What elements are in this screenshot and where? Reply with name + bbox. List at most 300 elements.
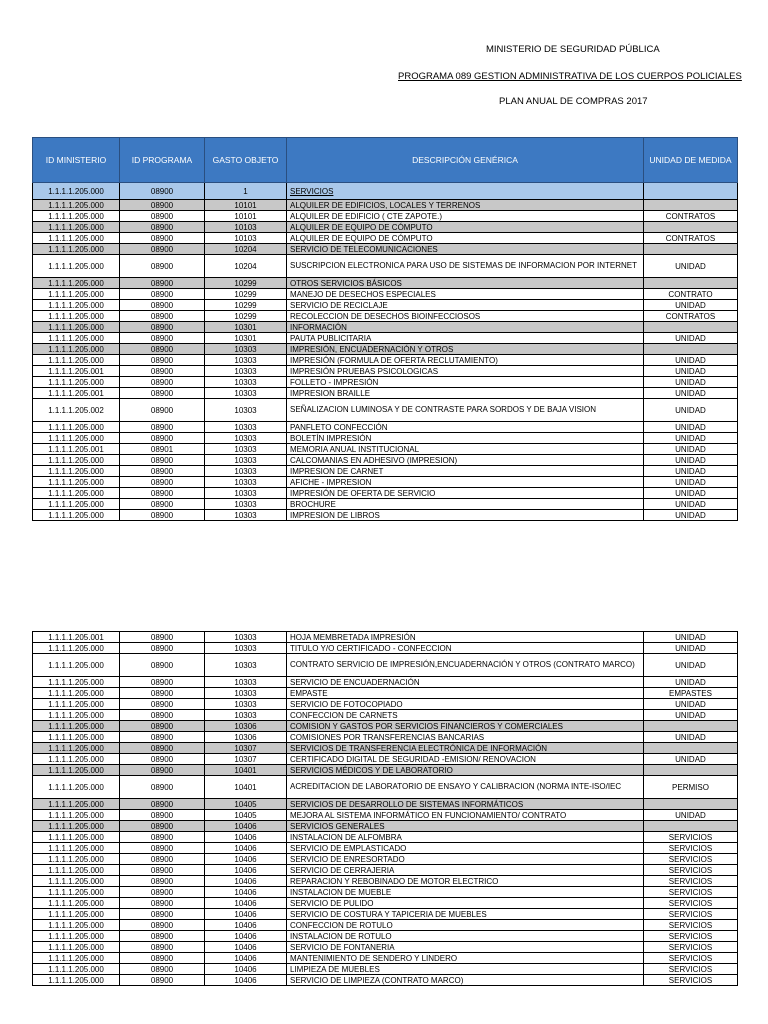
table-row xyxy=(33,898,738,909)
cell-id-ministerio: 1.1.1.1.205.000 xyxy=(33,721,120,732)
cell-descripcion: SERVICIO DE LIMPIEZA (CONTRATO MARCO) xyxy=(287,975,644,986)
table-row xyxy=(33,643,738,654)
cell-gasto-objeto: 10303 xyxy=(205,699,287,710)
table-body-bottom xyxy=(33,632,738,986)
cell-descripcion: PAUTA PUBLICITARIA xyxy=(287,333,644,344)
cell-gasto-objeto: 10101 xyxy=(205,200,287,211)
cell-id-programa: 08900 xyxy=(120,699,205,710)
cell-descripcion: MANEJO DE DESECHOS ESPECIALES xyxy=(287,289,644,300)
cell-id-ministerio: 1.1.1.1.205.000 xyxy=(33,810,120,821)
cell-unidad-medida: UNIDAD xyxy=(644,510,738,521)
col-header-unidad-medida: UNIDAD DE MEDIDA xyxy=(644,138,738,183)
cell-gasto-objeto: 10406 xyxy=(205,920,287,931)
cell-unidad-medida: UNIDAD xyxy=(644,444,738,455)
cell-id-programa: 08900 xyxy=(120,233,205,244)
cell-descripcion: SERVICIO DE FOTOCOPIADO xyxy=(287,699,644,710)
cell-unidad-medida: UNIDAD xyxy=(644,754,738,765)
cell-descripcion: SERVICIO DE PULIDO xyxy=(287,898,644,909)
cell-unidad-medida: SERVICIOS xyxy=(644,865,738,876)
table-row xyxy=(33,433,738,444)
cell-id-ministerio: 1.1.1.1.205.002 xyxy=(33,399,120,422)
cell-id-programa: 08900 xyxy=(120,510,205,521)
cell-descripcion: CERTIFICADO DIGITAL DE SEGURIDAD -EMISION/ RENOVACION xyxy=(287,754,644,765)
cell-descripcion: SERVICIO DE FONTANERIA xyxy=(287,942,644,953)
table-row xyxy=(33,876,738,887)
cell-unidad-medida: UNIDAD xyxy=(644,355,738,366)
cell-id-ministerio: 1.1.1.1.205.000 xyxy=(33,211,120,222)
cell-gasto-objeto: 10303 xyxy=(205,355,287,366)
cell-id-ministerio: 1.1.1.1.205.000 xyxy=(33,355,120,366)
cell-id-programa: 08900 xyxy=(120,887,205,898)
table-row xyxy=(33,909,738,920)
cell-id-programa: 08900 xyxy=(120,377,205,388)
cell-unidad-medida: UNIDAD xyxy=(644,455,738,466)
cell-gasto-objeto: 10406 xyxy=(205,843,287,854)
cell-id-programa: 08900 xyxy=(120,743,205,754)
cell-descripcion: INSTALACION DE MUEBLE xyxy=(287,887,644,898)
cell-gasto-objeto: 10299 xyxy=(205,311,287,322)
cell-id-ministerio: 1.1.1.1.205.000 xyxy=(33,843,120,854)
cell-id-programa: 08900 xyxy=(120,322,205,333)
col-header-id-programa: ID PROGRAMA xyxy=(120,138,205,183)
cell-gasto-objeto: 10303 xyxy=(205,654,287,677)
cell-id-programa: 08900 xyxy=(120,366,205,377)
cell-id-programa: 08900 xyxy=(120,710,205,721)
cell-id-programa: 08900 xyxy=(120,920,205,931)
cell-gasto-objeto: 10303 xyxy=(205,499,287,510)
cell-unidad-medida: UNIDAD xyxy=(644,677,738,688)
cell-id-ministerio: 1.1.1.1.205.000 xyxy=(33,510,120,521)
cell-id-programa: 08900 xyxy=(120,222,205,233)
cell-id-programa: 08900 xyxy=(120,732,205,743)
cell-descripcion: IMPRESIÓN DE OFERTA DE SERVICIO xyxy=(287,488,644,499)
table-row xyxy=(33,211,738,222)
cell-descripcion: SERVICIOS xyxy=(287,183,644,200)
cell-gasto-objeto: 10406 xyxy=(205,865,287,876)
table-row xyxy=(33,466,738,477)
cell-gasto-objeto: 10303 xyxy=(205,510,287,521)
cell-id-programa: 08900 xyxy=(120,244,205,255)
cell-id-ministerio: 1.1.1.1.205.000 xyxy=(33,909,120,920)
cell-gasto-objeto: 10299 xyxy=(205,289,287,300)
cell-id-programa: 08900 xyxy=(120,399,205,422)
table-row xyxy=(33,776,738,799)
cell-id-ministerio: 1.1.1.1.205.000 xyxy=(33,931,120,942)
cell-id-ministerio: 1.1.1.1.205.000 xyxy=(33,654,120,677)
cell-gasto-objeto: 10401 xyxy=(205,776,287,799)
cell-unidad-medida: SERVICIOS xyxy=(644,898,738,909)
cell-descripcion: TITULO Y/O CERTIFICADO - CONFECCION xyxy=(287,643,644,654)
cell-id-ministerio: 1.1.1.1.205.000 xyxy=(33,942,120,953)
cell-unidad-medida: UNIDAD xyxy=(644,255,738,278)
cell-gasto-objeto: 10401 xyxy=(205,765,287,776)
cell-gasto-objeto: 10301 xyxy=(205,322,287,333)
ministry-title: MINISTERIO DE SEGURIDAD PÚBLICA xyxy=(486,44,660,55)
table-row xyxy=(33,278,738,289)
cell-descripcion: SUSCRIPCION ELECTRONICA PARA USO DE SISTEMAS DE INFORMACION POR INTERNET xyxy=(287,255,644,278)
table-row xyxy=(33,810,738,821)
cell-unidad-medida xyxy=(644,322,738,333)
cell-unidad-medida xyxy=(644,183,738,200)
cell-id-programa: 08900 xyxy=(120,388,205,399)
cell-gasto-objeto: 10303 xyxy=(205,477,287,488)
cell-id-programa: 08900 xyxy=(120,466,205,477)
cell-id-programa: 08900 xyxy=(120,422,205,433)
table-row xyxy=(33,377,738,388)
cell-gasto-objeto: 10306 xyxy=(205,732,287,743)
cell-unidad-medida: UNIDAD xyxy=(644,433,738,444)
table-row xyxy=(33,233,738,244)
cell-id-programa: 08900 xyxy=(120,455,205,466)
table-row xyxy=(33,333,738,344)
cell-id-ministerio: 1.1.1.1.205.000 xyxy=(33,832,120,843)
cell-descripcion: COMISIONES POR TRANSFERENCIAS BANCARIAS xyxy=(287,732,644,743)
table-row xyxy=(33,322,738,333)
cell-id-ministerio: 1.1.1.1.205.000 xyxy=(33,975,120,986)
cell-gasto-objeto: 10103 xyxy=(205,233,287,244)
cell-unidad-medida xyxy=(644,765,738,776)
cell-id-programa: 08900 xyxy=(120,964,205,975)
cell-id-programa: 08900 xyxy=(120,211,205,222)
cell-gasto-objeto: 10299 xyxy=(205,300,287,311)
cell-unidad-medida: UNIDAD xyxy=(644,477,738,488)
purchase-table-bottom xyxy=(32,631,738,986)
cell-id-ministerio: 1.1.1.1.205.000 xyxy=(33,300,120,311)
table-row xyxy=(33,843,738,854)
cell-unidad-medida xyxy=(644,344,738,355)
cell-unidad-medida: UNIDAD xyxy=(644,333,738,344)
cell-descripcion: INFORMACIÓN xyxy=(287,322,644,333)
cell-descripcion: SERVICIOS DE TRANSFERENCIA ELECTRÓNICA DE INFORMACIÓN xyxy=(287,743,644,754)
cell-gasto-objeto: 10405 xyxy=(205,799,287,810)
cell-id-programa: 08900 xyxy=(120,854,205,865)
table-row xyxy=(33,920,738,931)
cell-id-ministerio: 1.1.1.1.205.000 xyxy=(33,422,120,433)
cell-unidad-medida: UNIDAD xyxy=(644,632,738,643)
cell-descripcion: COMISION Y GASTOS POR SERVICIOS FINANCIEROS Y COMERCIALES xyxy=(287,721,644,732)
cell-descripcion: ACREDITACION DE LABORATORIO DE ENSAYO Y CALIBRACION (NORMA INTE-ISO/IEC xyxy=(287,776,644,799)
cell-id-programa: 08900 xyxy=(120,799,205,810)
cell-gasto-objeto: 10303 xyxy=(205,377,287,388)
cell-id-ministerio: 1.1.1.1.205.000 xyxy=(33,499,120,510)
cell-gasto-objeto: 10303 xyxy=(205,366,287,377)
cell-unidad-medida: UNIDAD xyxy=(644,399,738,422)
cell-unidad-medida: PERMISO xyxy=(644,776,738,799)
cell-id-programa: 08900 xyxy=(120,754,205,765)
cell-id-programa: 08900 xyxy=(120,909,205,920)
cell-id-ministerio: 1.1.1.1.205.000 xyxy=(33,333,120,344)
cell-unidad-medida: UNIDAD xyxy=(644,466,738,477)
cell-id-programa: 08900 xyxy=(120,942,205,953)
cell-id-ministerio: 1.1.1.1.205.000 xyxy=(33,311,120,322)
cell-gasto-objeto: 10303 xyxy=(205,455,287,466)
cell-id-programa: 08900 xyxy=(120,688,205,699)
table-row xyxy=(33,183,738,200)
cell-id-programa: 08900 xyxy=(120,255,205,278)
cell-gasto-objeto: 10303 xyxy=(205,388,287,399)
cell-id-ministerio: 1.1.1.1.205.000 xyxy=(33,688,120,699)
cell-id-programa: 08900 xyxy=(120,876,205,887)
cell-gasto-objeto: 10101 xyxy=(205,211,287,222)
table-row xyxy=(33,200,738,211)
cell-descripcion: SERVICIO DE ENRESORTADO xyxy=(287,854,644,865)
table-row xyxy=(33,832,738,843)
cell-unidad-medida: UNIDAD xyxy=(644,300,738,311)
cell-unidad-medida: CONTRATOS xyxy=(644,233,738,244)
cell-descripcion: IMPRESIÓN (FORMULA DE OFERTA RECLUTAMIENTO) xyxy=(287,355,644,366)
cell-id-ministerio: 1.1.1.1.205.000 xyxy=(33,920,120,931)
cell-id-ministerio: 1.1.1.1.205.000 xyxy=(33,377,120,388)
cell-descripcion: IMPRESIÓN PRUEBAS PSICOLOGICAS xyxy=(287,366,644,377)
cell-id-ministerio: 1.1.1.1.205.000 xyxy=(33,488,120,499)
cell-gasto-objeto: 10406 xyxy=(205,876,287,887)
cell-id-ministerio: 1.1.1.1.205.000 xyxy=(33,183,120,200)
cell-id-programa: 08900 xyxy=(120,488,205,499)
cell-id-ministerio: 1.1.1.1.205.000 xyxy=(33,964,120,975)
table-row xyxy=(33,488,738,499)
cell-gasto-objeto: 10306 xyxy=(205,721,287,732)
cell-descripcion: BOLETÍN IMPRESIÓN xyxy=(287,433,644,444)
cell-descripcion: MEJORA AL SISTEMA INFORMÁTICO EN FUNCIONAMIENTO/ CONTRATO xyxy=(287,810,644,821)
cell-gasto-objeto: 10406 xyxy=(205,898,287,909)
cell-id-programa: 08900 xyxy=(120,333,205,344)
cell-gasto-objeto: 10299 xyxy=(205,278,287,289)
table-row xyxy=(33,444,738,455)
table-row xyxy=(33,754,738,765)
cell-descripcion: INSTALACION DE ROTULO xyxy=(287,931,644,942)
cell-id-ministerio: 1.1.1.1.205.000 xyxy=(33,876,120,887)
table-row xyxy=(33,887,738,898)
cell-id-ministerio: 1.1.1.1.205.000 xyxy=(33,887,120,898)
cell-gasto-objeto: 10303 xyxy=(205,677,287,688)
cell-descripcion: EMPASTE xyxy=(287,688,644,699)
table-body-top xyxy=(33,183,738,521)
cell-gasto-objeto: 10303 xyxy=(205,688,287,699)
table-row xyxy=(33,799,738,810)
table-row xyxy=(33,499,738,510)
cell-unidad-medida xyxy=(644,244,738,255)
table-row xyxy=(33,699,738,710)
cell-unidad-medida: SERVICIOS xyxy=(644,942,738,953)
cell-unidad-medida: SERVICIOS xyxy=(644,975,738,986)
table-row xyxy=(33,632,738,643)
cell-gasto-objeto: 10303 xyxy=(205,632,287,643)
cell-gasto-objeto: 10406 xyxy=(205,964,287,975)
cell-id-ministerio: 1.1.1.1.205.000 xyxy=(33,953,120,964)
cell-id-ministerio: 1.1.1.1.205.001 xyxy=(33,444,120,455)
cell-descripcion: SERVICIO DE CERRAJERIA xyxy=(287,865,644,876)
cell-id-programa: 08900 xyxy=(120,865,205,876)
cell-id-ministerio: 1.1.1.1.205.000 xyxy=(33,765,120,776)
cell-gasto-objeto: 10204 xyxy=(205,255,287,278)
table-row xyxy=(33,244,738,255)
table-row xyxy=(33,865,738,876)
cell-descripcion: AFICHE - IMPRESION xyxy=(287,477,644,488)
cell-unidad-medida: UNIDAD xyxy=(644,422,738,433)
table-row xyxy=(33,821,738,832)
col-header-descripcion: DESCRIPCIÓN GENÉRICA xyxy=(287,138,644,183)
cell-unidad-medida: CONTRATOS xyxy=(644,311,738,322)
table-header-row xyxy=(33,138,738,183)
cell-unidad-medida: UNIDAD xyxy=(644,488,738,499)
col-header-gasto-objeto: GASTO OBJETO xyxy=(205,138,287,183)
cell-unidad-medida xyxy=(644,821,738,832)
cell-descripcion: IMPRESION BRAILLE xyxy=(287,388,644,399)
cell-id-ministerio: 1.1.1.1.205.000 xyxy=(33,710,120,721)
cell-id-programa: 08900 xyxy=(120,810,205,821)
cell-unidad-medida: SERVICIOS xyxy=(644,887,738,898)
cell-id-programa: 08900 xyxy=(120,721,205,732)
cell-id-ministerio: 1.1.1.1.205.001 xyxy=(33,366,120,377)
cell-id-ministerio: 1.1.1.1.205.000 xyxy=(33,732,120,743)
cell-descripcion: SERVICIOS DE DESARROLLO DE SISTEMAS INFORMÁTICOS xyxy=(287,799,644,810)
cell-descripcion: OTROS SERVICIOS BÁSICOS xyxy=(287,278,644,289)
cell-unidad-medida: SERVICIOS xyxy=(644,843,738,854)
cell-descripcion: SERVICIO DE TELECOMUNICACIONES xyxy=(287,244,644,255)
cell-descripcion: ALQUILER DE EQUIPO DE CÓMPUTO xyxy=(287,233,644,244)
cell-id-ministerio: 1.1.1.1.205.000 xyxy=(33,821,120,832)
cell-id-ministerio: 1.1.1.1.205.000 xyxy=(33,776,120,799)
table-row xyxy=(33,654,738,677)
cell-gasto-objeto: 10303 xyxy=(205,444,287,455)
cell-gasto-objeto: 10303 xyxy=(205,399,287,422)
cell-descripcion: CONTRATO SERVICIO DE IMPRESIÓN,ENCUADERNACIÓN Y OTROS (CONTRATO MARCO) xyxy=(287,654,644,677)
cell-gasto-objeto: 10406 xyxy=(205,887,287,898)
table-row xyxy=(33,366,738,377)
cell-id-programa: 08900 xyxy=(120,477,205,488)
cell-id-programa: 08900 xyxy=(120,433,205,444)
cell-id-programa: 08900 xyxy=(120,953,205,964)
table-row xyxy=(33,710,738,721)
table-row xyxy=(33,399,738,422)
cell-id-ministerio: 1.1.1.1.205.000 xyxy=(33,289,120,300)
table-row xyxy=(33,688,738,699)
cell-unidad-medida: UNIDAD xyxy=(644,710,738,721)
cell-gasto-objeto: 10406 xyxy=(205,821,287,832)
cell-id-programa: 08900 xyxy=(120,898,205,909)
cell-unidad-medida: CONTRATO xyxy=(644,289,738,300)
purchase-table-top xyxy=(32,137,738,521)
cell-id-programa: 08900 xyxy=(120,355,205,366)
table-row xyxy=(33,455,738,466)
cell-descripcion: FOLLETO - IMPRESIÓN xyxy=(287,377,644,388)
cell-id-programa: 08900 xyxy=(120,654,205,677)
cell-unidad-medida xyxy=(644,799,738,810)
cell-unidad-medida xyxy=(644,222,738,233)
table-row xyxy=(33,765,738,776)
cell-id-ministerio: 1.1.1.1.205.000 xyxy=(33,898,120,909)
cell-gasto-objeto: 10406 xyxy=(205,909,287,920)
cell-id-ministerio: 1.1.1.1.205.000 xyxy=(33,865,120,876)
cell-unidad-medida xyxy=(644,200,738,211)
cell-unidad-medida: UNIDAD xyxy=(644,699,738,710)
table-row xyxy=(33,300,738,311)
cell-descripcion: CALCOMANIAS EN ADHESIVO (IMPRESION) xyxy=(287,455,644,466)
cell-gasto-objeto: 10307 xyxy=(205,743,287,754)
cell-unidad-medida: UNIDAD xyxy=(644,499,738,510)
cell-descripcion: ALQUILER DE EDIFICIOS, LOCALES Y TERRENOS xyxy=(287,200,644,211)
cell-unidad-medida xyxy=(644,743,738,754)
cell-gasto-objeto: 10406 xyxy=(205,953,287,964)
cell-id-ministerio: 1.1.1.1.205.000 xyxy=(33,743,120,754)
cell-id-programa: 08900 xyxy=(120,344,205,355)
cell-gasto-objeto: 10103 xyxy=(205,222,287,233)
cell-descripcion: REPARACION Y REBOBINADO DE MOTOR ELECTRICO xyxy=(287,876,644,887)
cell-gasto-objeto: 10303 xyxy=(205,344,287,355)
cell-unidad-medida: SERVICIOS xyxy=(644,953,738,964)
cell-id-ministerio: 1.1.1.1.205.000 xyxy=(33,222,120,233)
cell-gasto-objeto: 10303 xyxy=(205,488,287,499)
cell-descripcion: SERVICIOS GENERALES xyxy=(287,821,644,832)
cell-id-ministerio: 1.1.1.1.205.000 xyxy=(33,754,120,765)
cell-unidad-medida: UNIDAD xyxy=(644,377,738,388)
cell-descripcion: BROCHURE xyxy=(287,499,644,510)
cell-descripcion: SERVICIO DE EMPLASTICADO xyxy=(287,843,644,854)
cell-gasto-objeto: 10406 xyxy=(205,931,287,942)
cell-id-ministerio: 1.1.1.1.205.000 xyxy=(33,477,120,488)
table-row xyxy=(33,677,738,688)
cell-id-programa: 08900 xyxy=(120,300,205,311)
table-row xyxy=(33,854,738,865)
table-row xyxy=(33,422,738,433)
table-row xyxy=(33,964,738,975)
cell-descripcion: ALQUILER DE EDIFICIO ( CTE ZAPOTE.) xyxy=(287,211,644,222)
cell-unidad-medida: SERVICIOS xyxy=(644,931,738,942)
cell-descripcion: SERVICIO DE COSTURA Y TAPICERIA DE MUEBLES xyxy=(287,909,644,920)
table-row xyxy=(33,743,738,754)
cell-unidad-medida: SERVICIOS xyxy=(644,832,738,843)
cell-id-programa: 08900 xyxy=(120,765,205,776)
table-row xyxy=(33,311,738,322)
cell-unidad-medida xyxy=(644,721,738,732)
cell-unidad-medida: SERVICIOS xyxy=(644,920,738,931)
cell-gasto-objeto: 10307 xyxy=(205,754,287,765)
cell-gasto-objeto: 10405 xyxy=(205,810,287,821)
cell-id-programa: 08900 xyxy=(120,677,205,688)
cell-gasto-objeto: 10303 xyxy=(205,466,287,477)
col-header-id-ministerio: ID MINISTERIO xyxy=(33,138,120,183)
cell-id-ministerio: 1.1.1.1.205.000 xyxy=(33,799,120,810)
table-row xyxy=(33,289,738,300)
cell-unidad-medida: SERVICIOS xyxy=(644,876,738,887)
cell-id-ministerio: 1.1.1.1.205.000 xyxy=(33,233,120,244)
cell-id-programa: 08900 xyxy=(120,183,205,200)
cell-id-ministerio: 1.1.1.1.205.000 xyxy=(33,455,120,466)
cell-descripcion: CONFECCION DE ROTULO xyxy=(287,920,644,931)
cell-id-ministerio: 1.1.1.1.205.000 xyxy=(33,433,120,444)
cell-unidad-medida: UNIDAD xyxy=(644,654,738,677)
cell-id-programa: 08900 xyxy=(120,278,205,289)
cell-descripcion: CONFECCION DE CARNETS xyxy=(287,710,644,721)
cell-id-programa: 08901 xyxy=(120,444,205,455)
table-row xyxy=(33,355,738,366)
cell-unidad-medida: SERVICIOS xyxy=(644,854,738,865)
cell-gasto-objeto: 10303 xyxy=(205,710,287,721)
cell-gasto-objeto: 10303 xyxy=(205,433,287,444)
cell-gasto-objeto: 10303 xyxy=(205,422,287,433)
cell-id-programa: 08900 xyxy=(120,975,205,986)
table-row xyxy=(33,953,738,964)
cell-id-ministerio: 1.1.1.1.205.000 xyxy=(33,466,120,477)
cell-descripcion: IMPRESIÓN, ENCUADERNACIÓN Y OTROS xyxy=(287,344,644,355)
cell-id-ministerio: 1.1.1.1.205.000 xyxy=(33,322,120,333)
table-row xyxy=(33,388,738,399)
cell-id-ministerio: 1.1.1.1.205.000 xyxy=(33,255,120,278)
cell-unidad-medida: EMPASTES xyxy=(644,688,738,699)
cell-id-programa: 08900 xyxy=(120,931,205,942)
cell-descripcion: SERVICIO DE RECICLAJE xyxy=(287,300,644,311)
table-row xyxy=(33,721,738,732)
